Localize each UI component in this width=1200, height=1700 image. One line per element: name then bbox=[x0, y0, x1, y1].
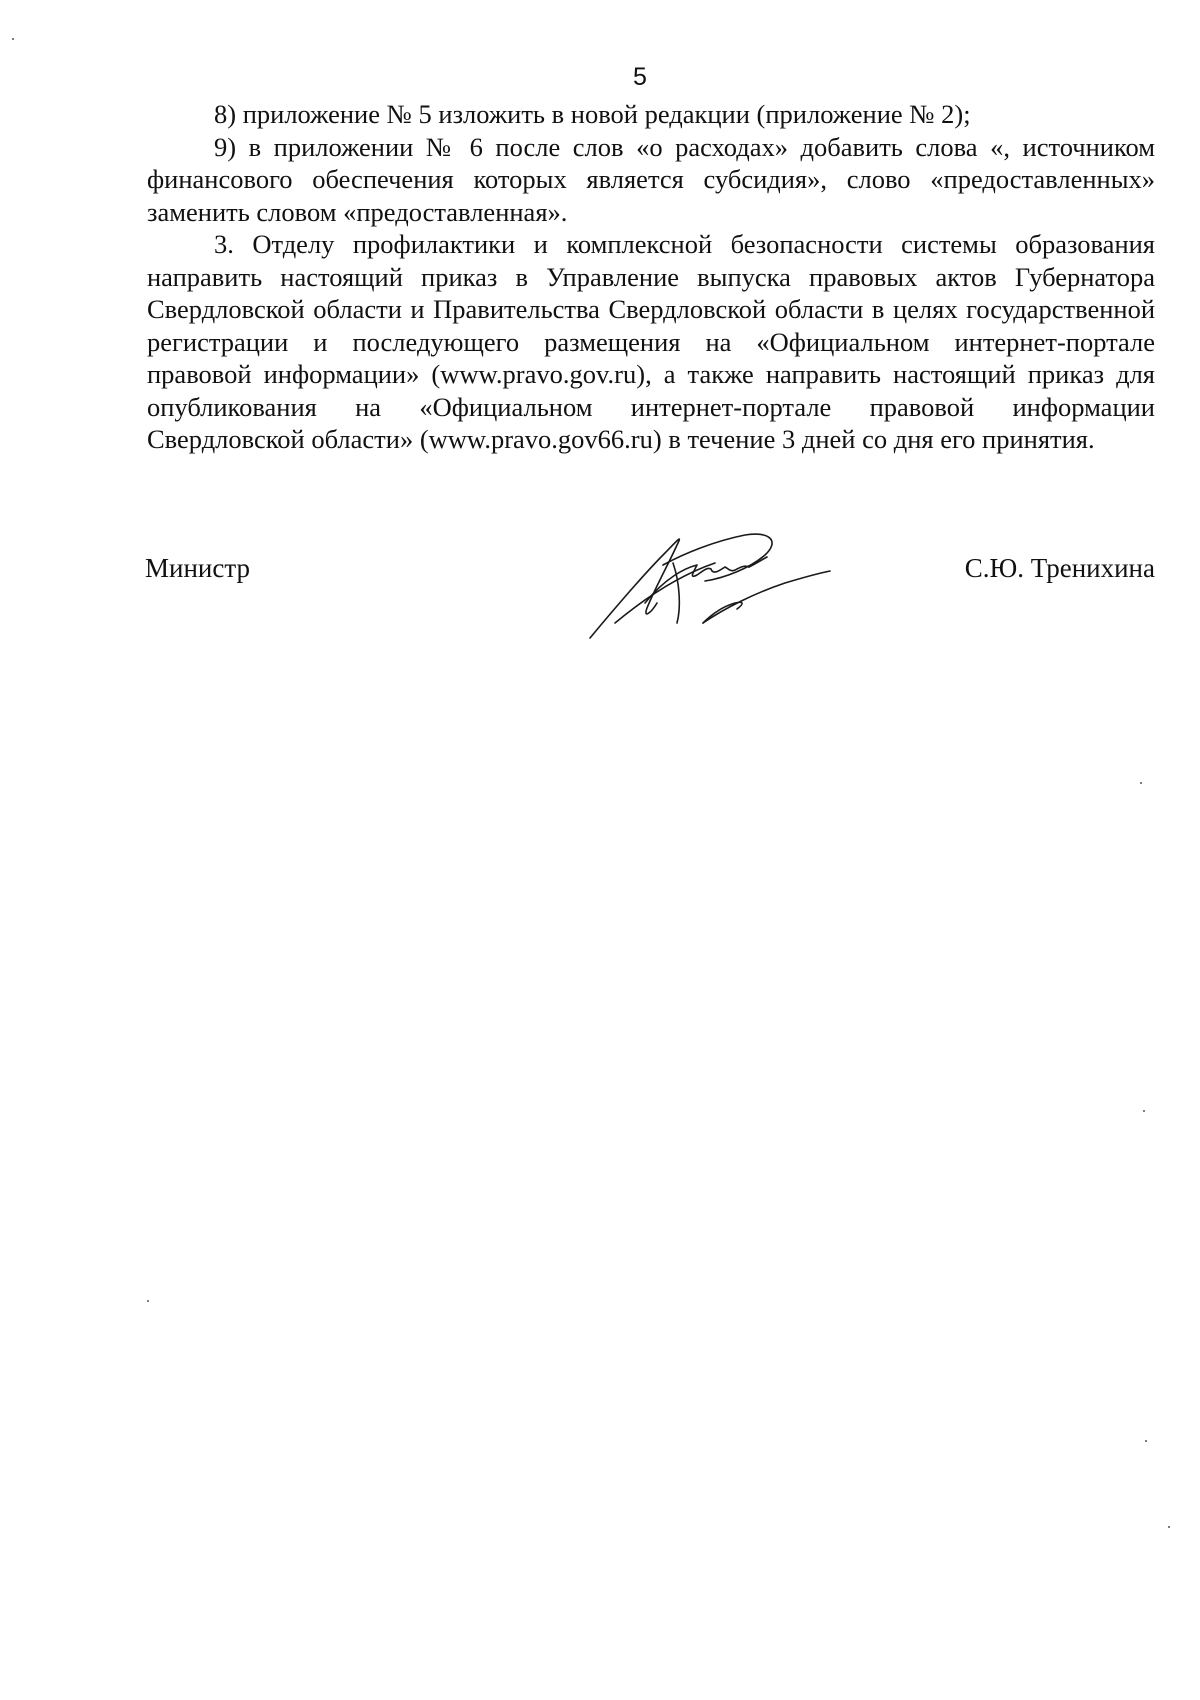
signatory-name: С.Ю. Тренихина bbox=[964, 553, 1155, 583]
signatory-position: Министр bbox=[145, 553, 250, 583]
paragraph-item-9: 9) в приложении № 6 после слов «о расходах» добавить слова «, источником финансового обеспечения которых является субсидия», слово «предоставленных» заменить словом «предоставленная». bbox=[147, 131, 1155, 227]
scan-speck bbox=[1140, 782, 1142, 784]
page-number: 5 bbox=[633, 63, 647, 91]
scan-speck bbox=[1145, 1440, 1147, 1442]
document-body bbox=[147, 98, 1155, 456]
scan-speck bbox=[147, 1300, 149, 1302]
paragraph-item-8: 8) приложение № 5 изложить в новой редакции (приложение № 2); bbox=[214, 99, 971, 129]
paragraph-section-3: 3. Отделу профилактики и комплексной безопасности системы образования направить настоящий приказ в Управление выпуска правовых актов Губернатора Свердловской области и Правительства Свердловской области в целях государственной регистрации и последующего размещения на «Официальном интернет-портале правовой информации» (www.pravo.gov.ru), а также направить настоящий приказ для опубликования на «Официальном интернет-портале правовой информации Свердловской области» (www.pravo.gov66.ru) в течение 3 дней со дня его принятия. bbox=[147, 229, 1155, 454]
scan-speck bbox=[12, 38, 14, 40]
scan-speck bbox=[1143, 1110, 1145, 1112]
handwritten-signature bbox=[585, 523, 845, 648]
scan-speck bbox=[1168, 1526, 1170, 1528]
